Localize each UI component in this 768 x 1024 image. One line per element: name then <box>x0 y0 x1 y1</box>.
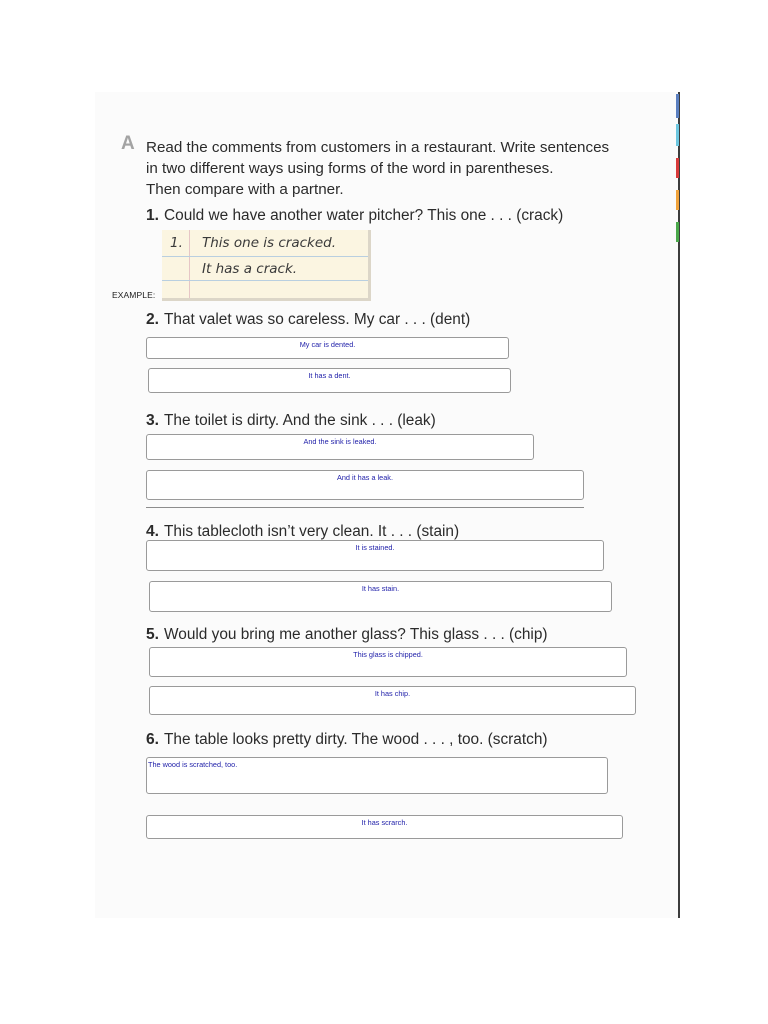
answer-field-3b[interactable] <box>146 470 584 500</box>
answer-text: It has chip. <box>374 689 411 698</box>
question-4 <box>146 523 459 541</box>
answer-field-4a[interactable] <box>146 540 604 571</box>
tab-cyan <box>676 124 679 146</box>
page-edge <box>678 92 680 918</box>
question-1 <box>146 207 563 225</box>
tab-orange <box>676 190 679 210</box>
answer-field-4b[interactable] <box>149 581 612 612</box>
question-3 <box>146 412 436 430</box>
answer-field-2a[interactable] <box>146 337 509 359</box>
question-number: 1. <box>146 207 160 224</box>
question-number: 4. <box>146 523 160 540</box>
question-text: This tablecloth isn’t very clean. It . . . (stain) <box>164 523 460 540</box>
instruction-line-2: in two different ways using forms of the word in parentheses. <box>146 160 554 177</box>
answer-field-5b[interactable] <box>149 686 636 715</box>
card-rule <box>162 280 368 281</box>
answer-line <box>146 507 584 508</box>
instruction-line-3: Then compare with a partner. <box>146 181 344 198</box>
tab-green <box>676 222 679 242</box>
tab-red <box>676 158 679 178</box>
answer-text: And it has a leak. <box>337 473 393 482</box>
answer-text: It is stained. <box>355 543 395 552</box>
exercise-letter: A <box>121 133 135 154</box>
question-number: 3. <box>146 412 160 429</box>
question-number: 5. <box>146 626 160 643</box>
card-margin-line <box>189 230 190 298</box>
answer-field-6a[interactable] <box>146 757 608 794</box>
answer-text: It has stain. <box>361 584 400 593</box>
answer-text: It has a dent. <box>308 371 351 380</box>
answer-field-6b[interactable] <box>146 815 623 839</box>
answer-text: My car is dented. <box>299 340 356 349</box>
answer-text: This glass is chipped. <box>353 650 423 659</box>
card-number: 1. <box>170 235 183 251</box>
question-2 <box>146 311 470 329</box>
question-text: The table looks pretty dirty. The wood . . . , too. (scratch) <box>164 731 548 748</box>
question-number: 6. <box>146 731 160 748</box>
example-card <box>162 230 371 301</box>
question-6 <box>146 731 548 749</box>
question-number: 2. <box>146 311 160 328</box>
question-5 <box>146 626 548 644</box>
answer-field-2b[interactable] <box>148 368 511 393</box>
example-label: EXAMPLE: <box>112 290 156 300</box>
example-answer-2: It has a crack. <box>202 261 298 277</box>
answer-text: The wood is scratched, too. <box>148 760 238 769</box>
answer-text: And the sink is leaked. <box>303 437 377 446</box>
question-text: The toilet is dirty. And the sink . . . (leak) <box>164 412 436 429</box>
tab-blue <box>676 94 679 118</box>
question-text: That valet was so careless. My car . . . (dent) <box>164 311 471 328</box>
card-rule <box>162 256 368 257</box>
question-text: Would you bring me another glass? This glass . . . (chip) <box>164 626 548 643</box>
question-text: Could we have another water pitcher? This one . . . (crack) <box>164 207 564 224</box>
answer-field-5a[interactable] <box>149 647 627 677</box>
answer-text: It has scrarch. <box>361 818 408 827</box>
answer-field-3a[interactable] <box>146 434 534 460</box>
instruction-line-1: Read the comments from customers in a restaurant. Write sentences <box>146 139 610 156</box>
example-answer-1: This one is cracked. <box>202 235 337 251</box>
